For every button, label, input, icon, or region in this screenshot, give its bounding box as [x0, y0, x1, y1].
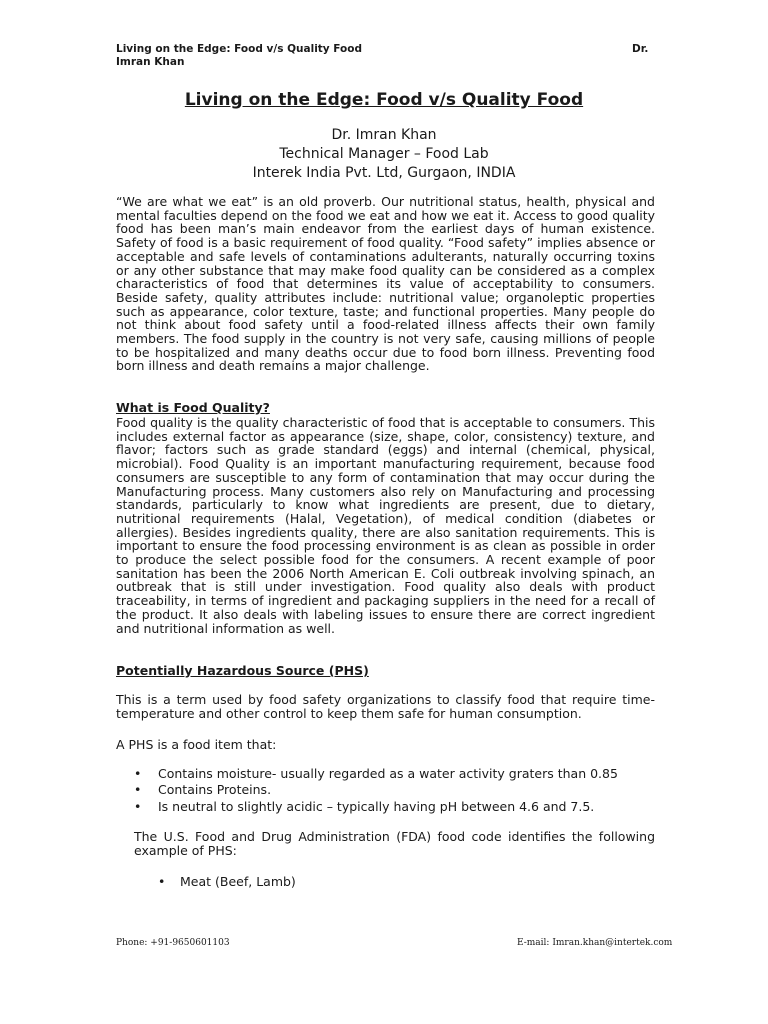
food-quality-paragraph: Food quality is the quality characteristic of food that is acceptable to consumers. This includes external factor as appearance (size, shape, color, consistency) texture, and flavor; factors such as grade standard (eggs) and internal (chemical, physical, microbial). Food Quality is an important manufacturing requirement, because food consumers are susceptible to any form of contamination that may occur during the Manufacturing process. Many customers also rely on Manufacturing and processing standards, particularly to know what ingredients are present, due to dietary, nutritional requirements (Halal, Vegetation), of medical condition (diabetes or allergies). Besides ingredients quality, there are also sanitation requirements. This is important to ensure the food processing environment is as clean as possible in order to produce the select possible food for the consumers. A recent example of poor sanitation has been the 2006 North American E. Coli outbreak involving spinach, an outbreak that is still under investigation. Food quality also deals with product traceability, in terms of ingredient and packaging suppliers in the need for a recall of the product. It also deals with labeling issues to ensure there are correct ingredient and nutritional information as well.: [116, 415, 655, 636]
fda-paragraph: The U.S. Food and Drug Administration (FDA) food code identifies the following example of PHS:: [134, 829, 655, 858]
intro-paragraph: “We are what we eat” is an old proverb. Our nutritional status, health, physical and mental faculties depend on the food we eat and how we eat it. Access to good quality food has been man’s main endeavor from the earliest days of human existence. Safety of food is a basic requirement of food quality. “Food safety” implies absence or acceptable and safe levels of contaminations adulterants, naturally occurring toxins or any other substance that may make food quality can be considered as a complex characteristics of food that determines its value of acceptability to consumers. Beside safety, quality attributes include: nutritional value; organoleptic properties such as appearance, color texture, taste; and functional properties. Many people do not think about food safety until a food-related illness affects their own family members. The food supply in the country is not very safe, causing millions of people to be hospitalized and many deaths occur due to food born illness. Preventing food born illness and death remains a major challenge.: [116, 194, 655, 374]
bullet-marker: •: [134, 799, 142, 814]
section-heading-phs: Potentially Hazardous Source (PHS): [116, 663, 369, 678]
running-header-author: Imran Khan: [116, 56, 185, 68]
author-name: Dr. Imran Khan: [331, 127, 437, 143]
phs-definition-paragraph: This is a term used by food safety organizations to classify food that require time-temperature and other control to keep them safe for human consumption.: [116, 692, 655, 721]
running-header-title: Living on the Edge: Food v/s Quality Food: [116, 43, 363, 55]
bullet-marker: •: [134, 766, 142, 781]
author-organization: Interek India Pvt. Ltd, Gurgaon, INDIA: [252, 165, 516, 181]
footer-email: E-mail: Imran.khan@intertek.com: [517, 938, 673, 948]
author-role: Technical Manager – Food Lab: [279, 146, 489, 162]
running-header-author-prefix: Dr.: [632, 43, 649, 55]
bullet-marker: •: [134, 782, 142, 797]
section-heading-food-quality: What is Food Quality?: [116, 400, 270, 415]
list-item: Meat (Beef, Lamb): [180, 874, 296, 889]
bullet-marker: •: [158, 874, 166, 889]
list-item: Contains moisture- usually regarded as a water activity graters than 0.85: [158, 766, 618, 781]
list-item: Is neutral to slightly acidic – typically having pH between 4.6 and 7.5.: [158, 799, 595, 814]
document-title: Living on the Edge: Food v/s Quality Food: [184, 90, 584, 110]
phs-lead-text: A PHS is a food item that:: [116, 737, 277, 752]
list-item: Contains Proteins.: [158, 782, 272, 797]
footer-phone: Phone: +91-9650601103: [116, 938, 230, 948]
